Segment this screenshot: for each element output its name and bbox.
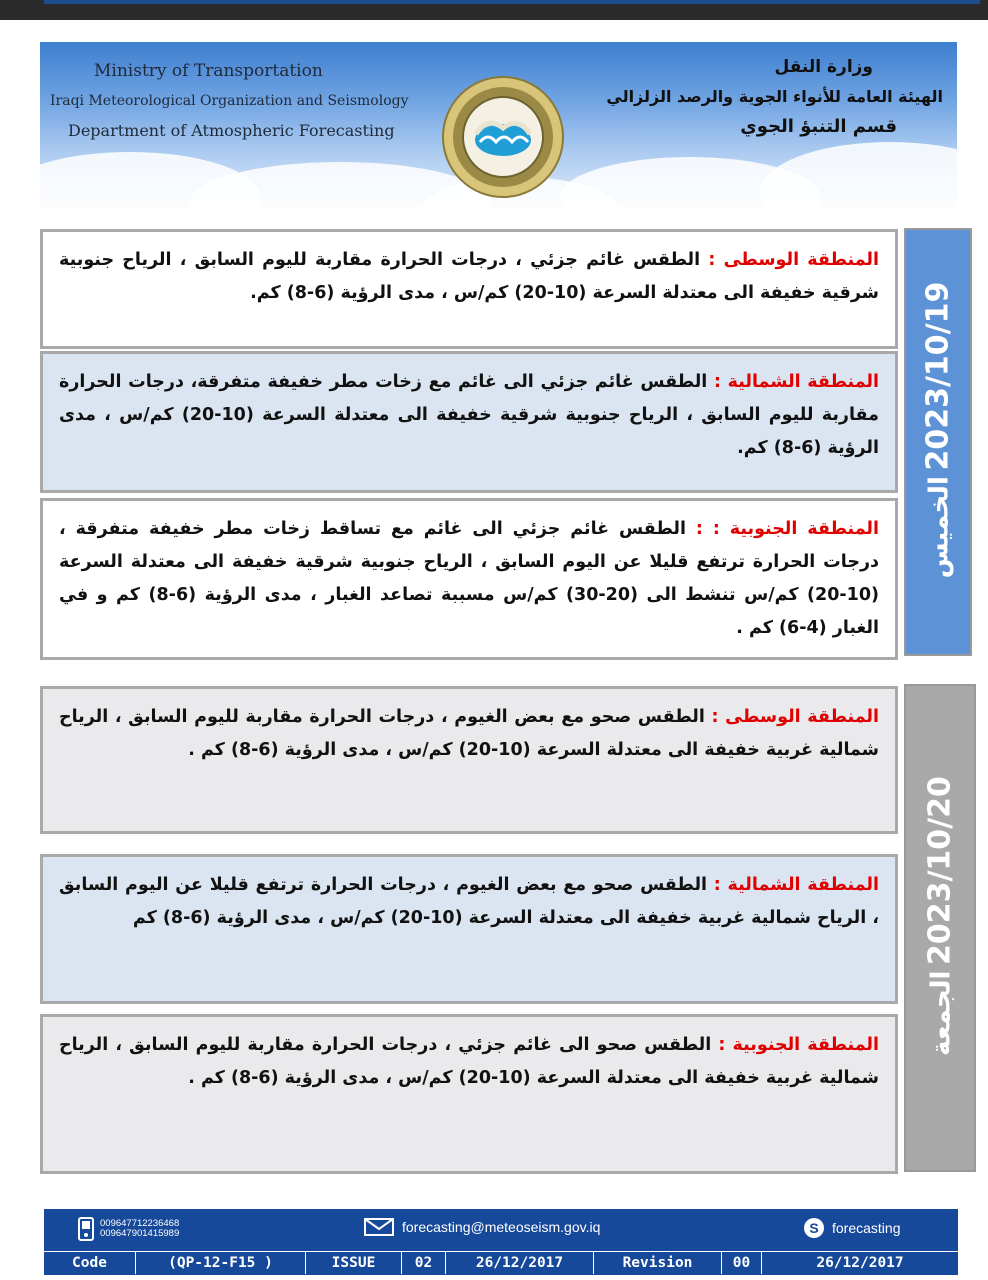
skype-handle: forecasting	[832, 1220, 901, 1236]
region-forecast-text: الطقس غائم جزئي الى غائم مع تساقط زخات مطر خفيفة متفرقة ، درجات الحرارة ترتفع قليلا عن اليوم السابق ، الرياح جنوبية شرقية خفيفة الى معتدلة السرعة (10-20) كم/س تنشط الى (20-30) كم/س مسببة تصاعد الغبار ، مدى الرؤية (6-8) كم و في الغبار (4-6) كم .	[59, 519, 880, 638]
region-name: المنطقة الوسطى :	[708, 250, 879, 270]
document-footer	[44, 1209, 958, 1275]
issue-label: ISSUE	[306, 1252, 402, 1274]
region-name: المنطقة الوسطى :	[711, 707, 879, 727]
region-forecast-text: الطقس غائم جزئي ، درجات الحرارة مقاربة لليوم السابق ، الرياح جنوبية شرقية خفيفة الى معتدلة السرعة (10-20) كم/س ، مدى الرؤية (6-8) كم.	[59, 250, 879, 303]
region-forecast-text: الطقس صحو الى غائم جزئي ، درجات الحرارة مقاربة لليوم السابق ، الرياح شمالية غربية خفيفة الى معتدلة السرعة (10-20) كم/س ، مدى الرؤية (6-8) كم .	[59, 1035, 879, 1088]
department-name-ar: قسم التنبؤ الجوي	[740, 116, 897, 137]
code-value: (QP-12-F15 )	[136, 1252, 306, 1274]
phone-number-1: 009647712236468	[100, 1218, 180, 1229]
forecast-day2-south	[40, 1014, 898, 1174]
forecast-date: 2023/10/20	[922, 776, 958, 966]
organization-seal-logo	[440, 74, 566, 200]
skype-contact	[804, 1218, 900, 1238]
phone-icon	[78, 1217, 94, 1241]
cloud-decoration	[760, 142, 957, 207]
organization-name-en: Iraqi Meteorological Organization and Seismology	[50, 93, 409, 109]
department-name-en: Department of Atmospheric Forecasting	[68, 121, 395, 140]
forecast-day1-north	[40, 351, 898, 493]
email-address[interactable]: forecasting@meteoseism.gov.iq	[402, 1219, 601, 1235]
day2-date-column	[904, 684, 976, 1172]
previous-table-edge	[44, 0, 980, 4]
region-forecast-text: الطقس غائم جزئي الى غائم مع زخات مطر خفيفة متفرقة، درجات الحرارة مقاربة لليوم السابق ، الرياح جنوبية شرقية خفيفة الى معتدلة السرعة (10-20) كم/س ، مدى الرؤية (6-8) كم.	[59, 372, 879, 458]
phone-number-2: 009647901415989	[100, 1228, 180, 1239]
forecast-day1-south	[40, 498, 898, 660]
ministry-name-en: Ministry of Transportation	[94, 61, 323, 81]
contact-row	[44, 1209, 958, 1247]
issue-date: 26/12/2017	[446, 1252, 594, 1274]
english-title	[50, 56, 409, 146]
forecast-date: 2023/10/19	[920, 281, 956, 471]
arabic-title	[606, 52, 943, 142]
revision-label: Revision	[594, 1252, 722, 1274]
revision-date: 26/12/2017	[816, 1255, 904, 1271]
envelope-icon	[364, 1218, 394, 1236]
phone-contact	[78, 1217, 179, 1241]
region-name: المنطقة الجنوبية : :	[695, 519, 879, 539]
issue-number: 02	[402, 1252, 446, 1274]
previous-page-edge	[0, 0, 988, 20]
organization-name-ar: الهيئة العامة للأنواء الجوية والرصد الزلزالي	[606, 87, 943, 106]
revision-number: 00	[722, 1252, 762, 1274]
day2-date-label	[923, 776, 958, 1080]
region-name: المنطقة الشمالية :	[713, 875, 880, 895]
region-name: المنطقة الشمالية :	[713, 372, 880, 392]
region-forecast-text: الطقس صحو مع بعض الغيوم ، درجات الحرارة ترتفع قليلا عن اليوم السابق ، الرياح شمالية غربية خفيفة الى معتدلة السرعة (10-20) كم/س ، مدى الرؤية (6-8) كم	[59, 875, 879, 928]
forecast-day1-central	[40, 229, 898, 349]
forecast-weekday: الجمعة	[926, 970, 957, 1056]
ministry-name-ar: وزارة النقل	[774, 57, 873, 77]
day1-date-label	[921, 282, 956, 603]
forecast-day2-north	[40, 854, 898, 1004]
region-name: المنطقة الجنوبية :	[718, 1035, 879, 1055]
code-label: Code	[44, 1252, 136, 1274]
email-contact[interactable]	[364, 1218, 600, 1236]
document-code-bar	[44, 1251, 958, 1273]
skype-icon: S	[804, 1218, 824, 1238]
forecast-day2-central	[40, 686, 898, 834]
day1-date-column	[904, 228, 972, 656]
forecast-weekday: الخميس	[924, 476, 955, 579]
header-banner	[40, 42, 957, 207]
region-forecast-text: الطقس صحو مع بعض الغيوم ، درجات الحرارة مقاربة لليوم السابق ، الرياح شمالية غربية خفيفة الى معتدلة السرعة (10-20) كم/س ، مدى الرؤية (6-8) كم .	[59, 707, 879, 760]
